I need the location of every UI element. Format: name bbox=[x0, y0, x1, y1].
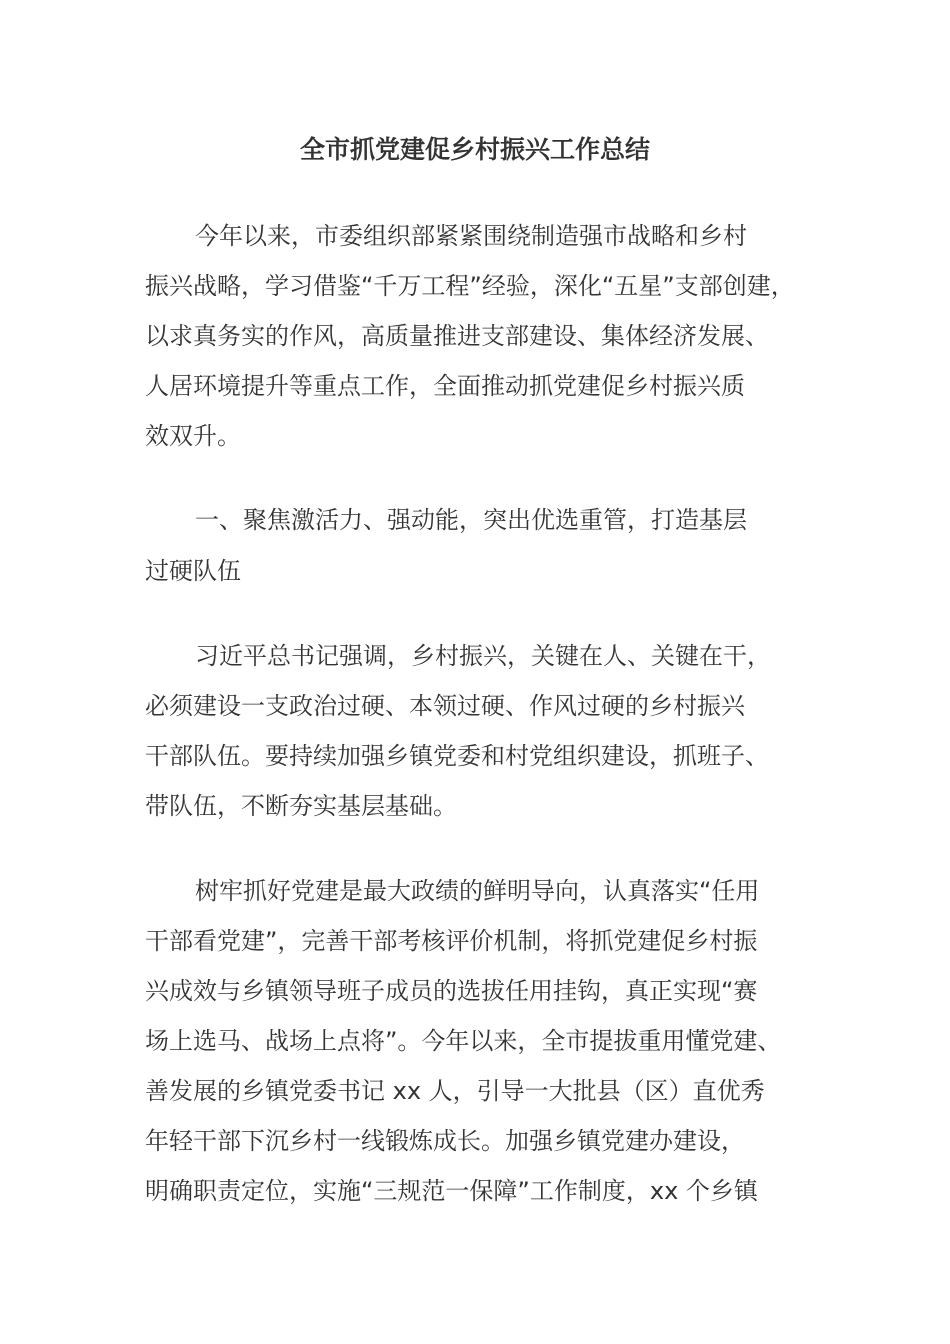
paragraph-3-line-3: 兴成效与乡镇领导班子成员的选拔任用挂钩，真正实现“赛 bbox=[145, 977, 758, 1005]
paragraph-1-line-2: 振兴战略，学习借鉴“千万工程”经验，深化“五星”支部创建， bbox=[145, 272, 795, 300]
paragraph-1-line-5: 效双升。 bbox=[145, 422, 241, 450]
paragraph-3-line-4: 场上选马、战场上点将”。今年以来，全市提拔重用懂党建、 bbox=[145, 1027, 782, 1055]
paragraph-2-line-4: 带队伍，不断夯实基层基础。 bbox=[145, 792, 457, 820]
paragraph-3-line-5: 善发展的乡镇党委书记 xx 人，引导一大批县（区）直优秀 bbox=[145, 1077, 765, 1105]
paragraph-3-line-6: 年轻干部下沉乡村一线锻炼成长。加强乡镇党建办建设， bbox=[145, 1127, 745, 1155]
paragraph-1-line-4: 人居环境提升等重点工作，全面推动抓党建促乡村振兴质 bbox=[145, 372, 745, 400]
paragraph-1-line-1: 今年以来，市委组织部紧紧围绕制造强市战略和乡村 bbox=[195, 222, 747, 250]
paragraph-3-line-2: 干部看党建”，完善干部考核评价机制，将抓党建促乡村振 bbox=[145, 927, 758, 955]
paragraph-2-line-1: 习近平总书记强调，乡村振兴，关键在人、关键在干， bbox=[195, 642, 771, 670]
paragraph-1-line-3: 以求真务实的作风，高质量推进支部建设、集体经济发展、 bbox=[145, 322, 769, 350]
paragraph-2-line-3: 干部队伍。要持续加强乡镇党委和村党组织建设，抓班子、 bbox=[145, 742, 769, 770]
section-heading-1-line-2: 过硬队伍 bbox=[145, 557, 241, 585]
paragraph-2-line-2: 必须建设一支政治过硬、本领过硬、作风过硬的乡村振兴 bbox=[145, 692, 745, 720]
document-title: 全市抓党建促乡村振兴工作总结 bbox=[299, 135, 650, 164]
paragraph-3-line-7: 明确职责定位，实施“三规范一保障”工作制度，xx 个乡镇 bbox=[145, 1177, 758, 1205]
section-heading-1-line-1: 一、聚焦激活力、强动能，突出优选重管，打造基层 bbox=[195, 506, 747, 534]
paragraph-3-line-1: 树牢抓好党建是最大政绩的鲜明导向，认真落实“任用 bbox=[195, 877, 760, 905]
